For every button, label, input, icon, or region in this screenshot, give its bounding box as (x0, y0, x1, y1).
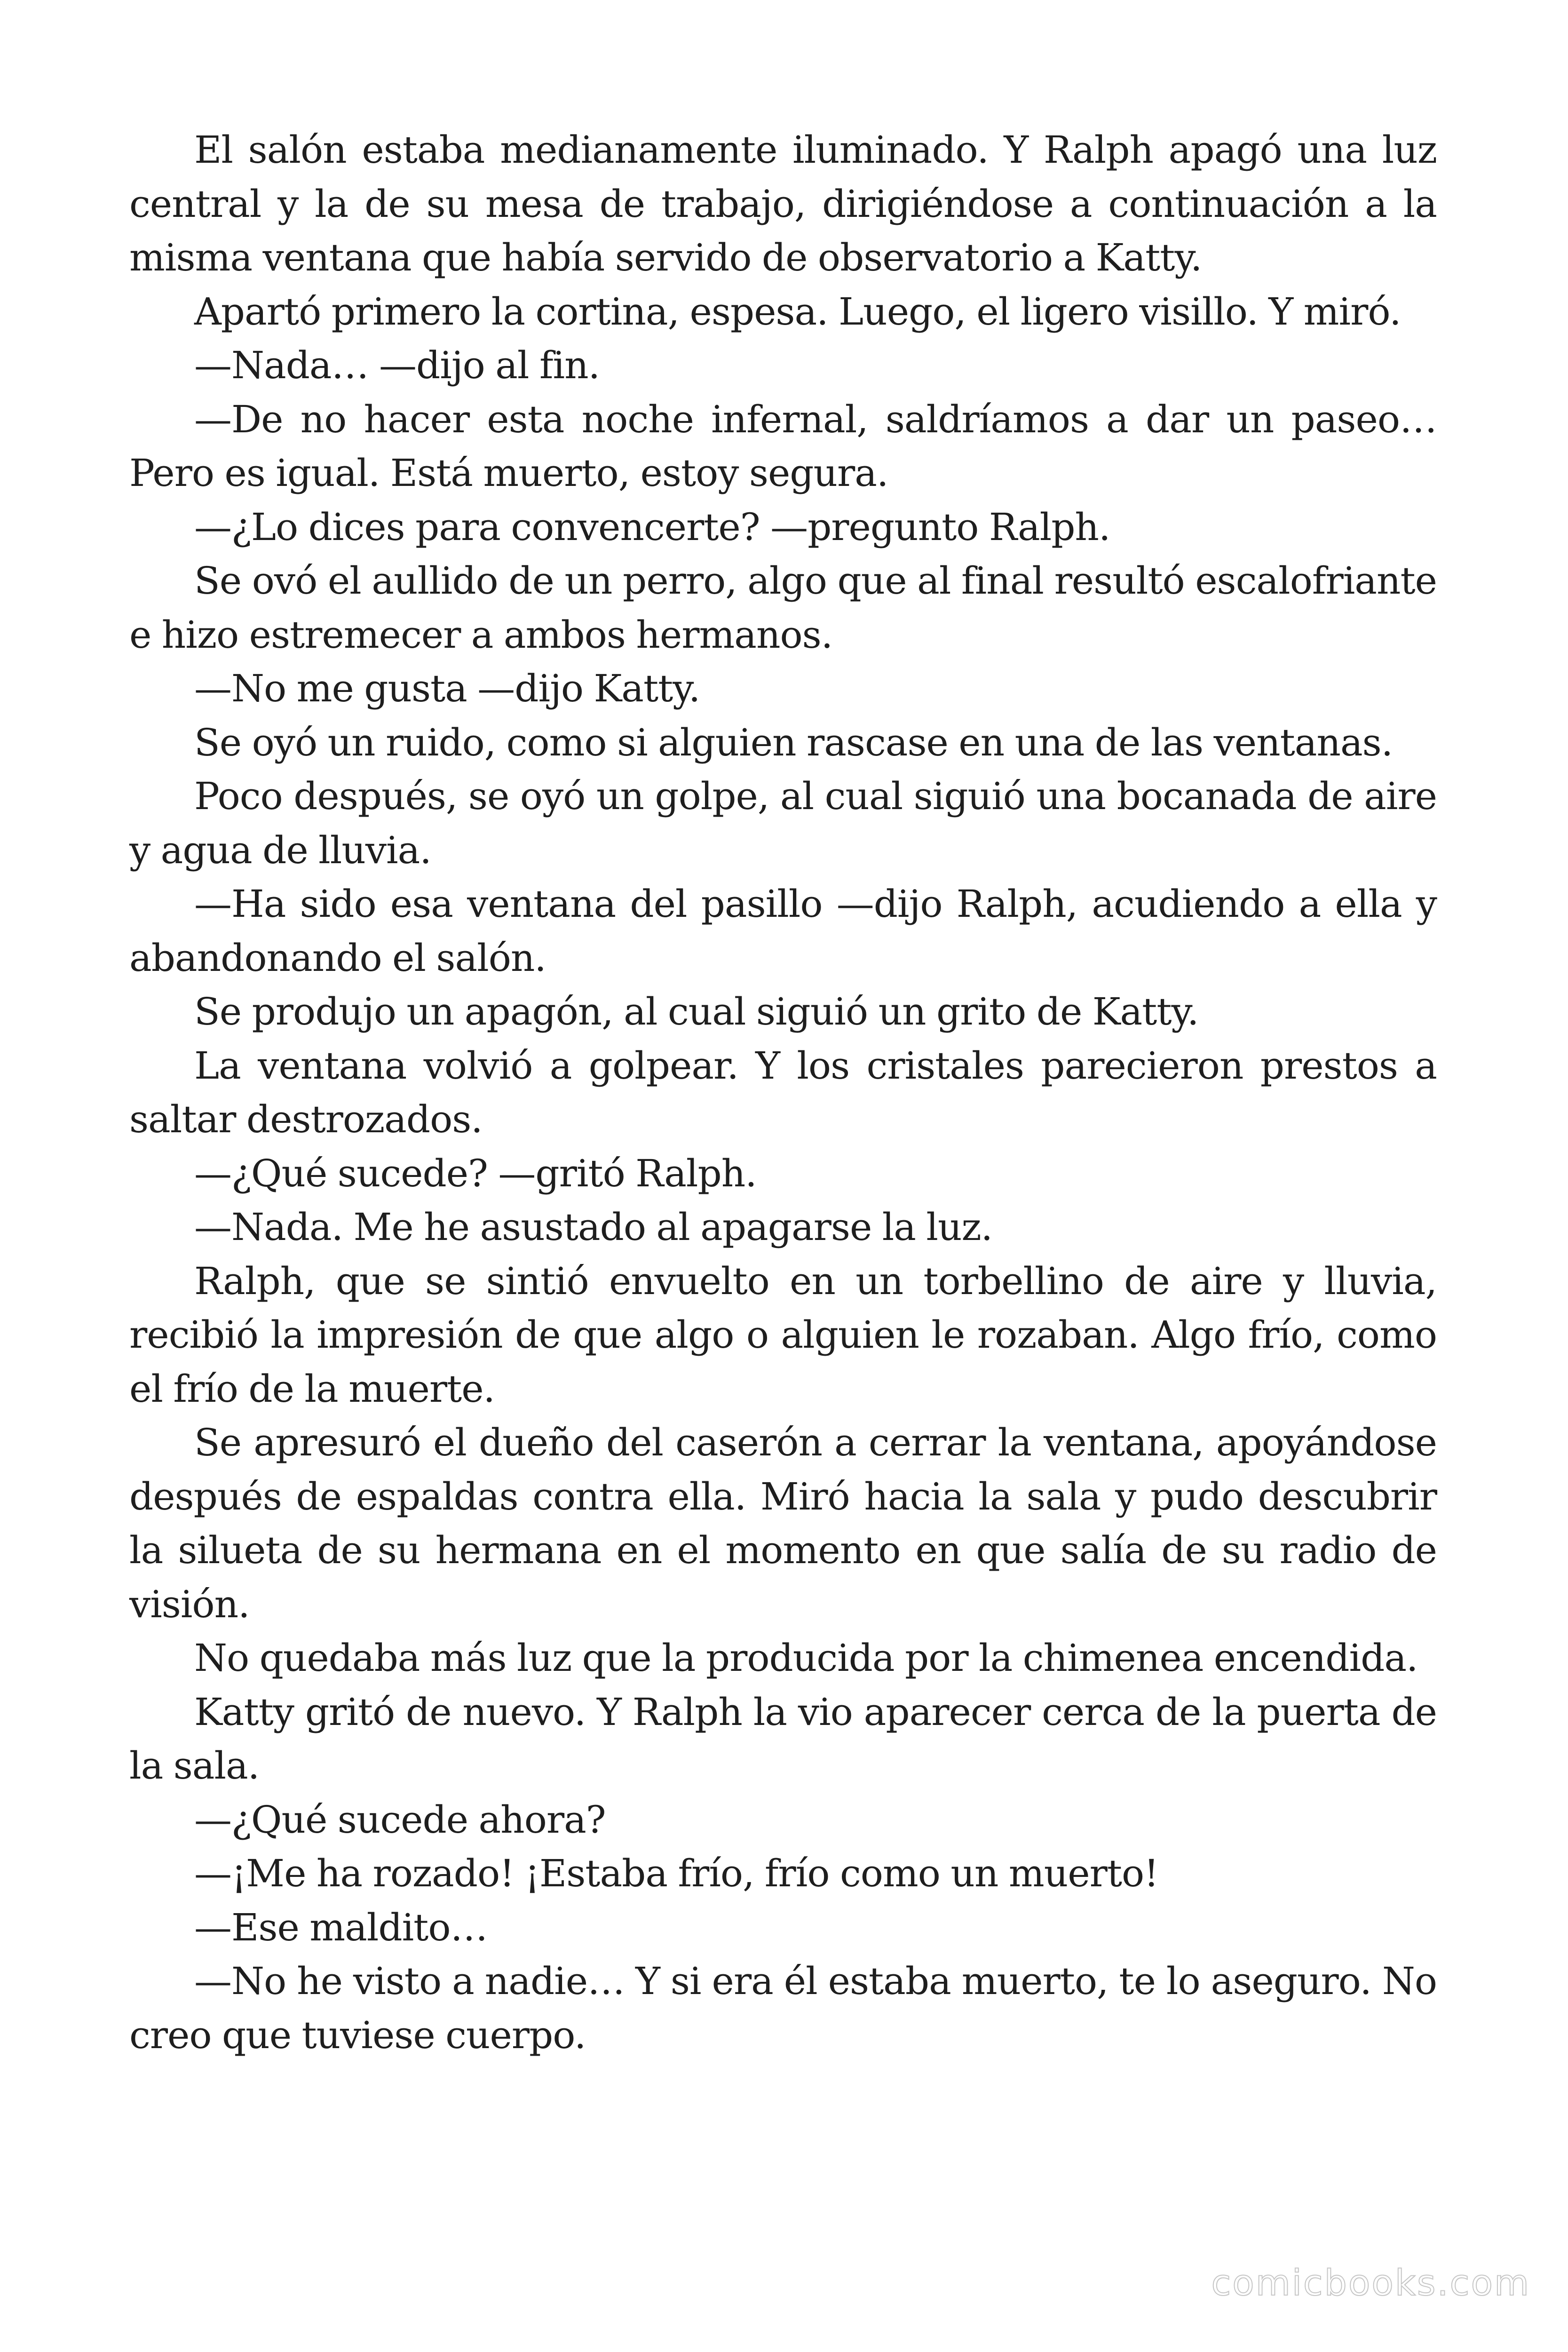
paragraph: —De no hacer esta noche infernal, saldríamos a dar un paseo… Pero es igual. Está muerto, estoy segura. (129, 397, 1437, 495)
paragraph: Se apresuró el dueño del caserón a cerrar la ventana, apoyándose después de espaldas contra ella. Miró hacia la sala y pudo descubrir la silueta de su hermana en el momento en que salía de su radio de visión. (129, 1421, 1437, 1626)
paragraph: —No me gusta —dijo Katty. (194, 667, 700, 710)
paragraph: —Ese maldito… (194, 1905, 488, 1949)
paragraph: Se produjo un apagón, al cual siguió un grito de Katty. (194, 990, 1199, 1033)
paragraph: El salón estaba medianamente iluminado. Y Ralph apagó una luz central y la de su mesa de trabajo, dirigiéndose a continuación a la misma ventana que había servido de observatorio a Katty. (129, 128, 1437, 279)
paragraph: —¿Lo dices para convencerte? —pregunto Ralph. (194, 505, 1110, 549)
paragraph: —¡Me ha rozado! ¡Estaba frío, frío como un muerto! (194, 1851, 1159, 1895)
paragraph: —Ha sido esa ventana del pasillo —dijo Ralph, acudiendo a ella y abandonando el salón. (129, 882, 1437, 980)
paragraph: No quedaba más luz que la producida por la chimenea encendida. (194, 1636, 1418, 1680)
paragraph: —No he visto a nadie… Y si era él estaba muerto, te lo aseguro. No creo que tuviese cuerpo. (129, 1959, 1437, 2057)
watermark-logo: comicbooks.com (1211, 2262, 1530, 2304)
paragraph: Se oyó un ruido, como si alguien rascase en una de las ventanas. (194, 720, 1393, 764)
paragraph: Se ovó el aullido de un perro, algo que al final resultó escalofriante e hizo estremecer a ambos hermanos. (129, 559, 1437, 657)
paragraph: —Nada… —dijo al fin. (194, 343, 600, 387)
paragraph: La ventana volvió a golpear. Y los cristales parecieron prestos a saltar destrozados. (129, 1043, 1437, 1141)
paragraph: —Nada. Me he asustado al apagarse la luz. (194, 1205, 993, 1249)
paragraph: Ralph, que se sintió envuelto en un torbellino de aire y lluvia, recibió la impresión de que algo o alguien le rozaban. Algo frío, como el frío de la muerte. (129, 1259, 1437, 1411)
paragraph: Poco después, se oyó un golpe, al cual siguió una bocanada de aire y agua de lluvia. (129, 774, 1437, 872)
body-text (129, 123, 1437, 2062)
paragraph: Katty gritó de nuevo. Y Ralph la vio aparecer cerca de la puerta de la sala. (129, 1690, 1437, 1788)
paragraph: —¿Qué sucede ahora? (194, 1797, 606, 1842)
paragraph: Apartó primero la cortina, espesa. Luego, el ligero visillo. Y miró. (194, 289, 1401, 334)
paragraph: —¿Qué sucede? —gritó Ralph. (194, 1151, 757, 1195)
